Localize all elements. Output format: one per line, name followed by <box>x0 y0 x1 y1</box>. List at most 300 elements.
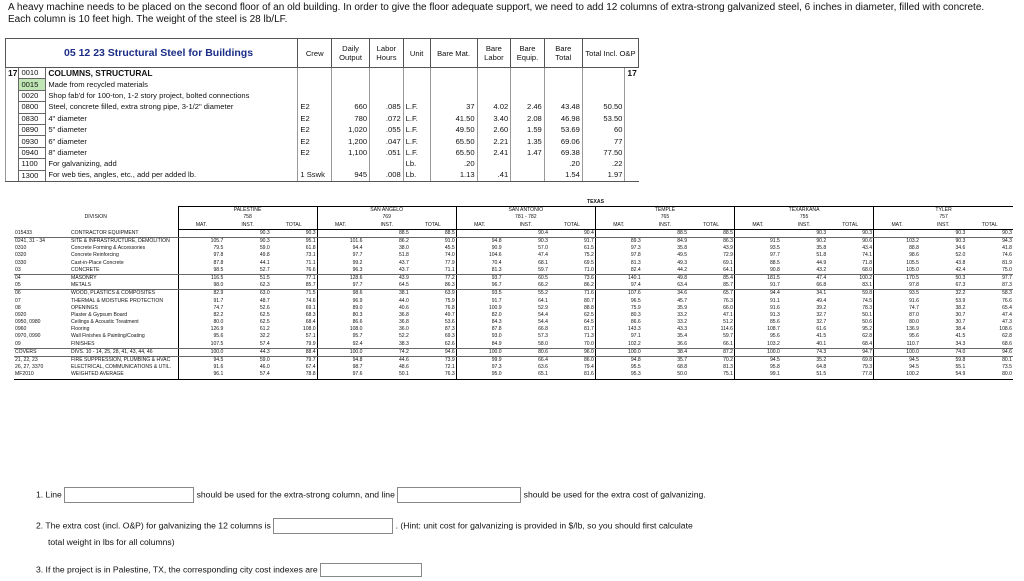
total-incl-op: 53.50 <box>582 113 625 124</box>
index-value: 93.0 <box>456 333 502 340</box>
division-number-left <box>6 102 19 113</box>
index-value: 88.5 <box>688 229 734 237</box>
index-value: 86.3 <box>410 282 456 290</box>
index-value: 95.5 <box>595 364 641 371</box>
question-1 <box>36 487 706 503</box>
index-value: 91.6 <box>178 364 224 371</box>
line-description: Steel, concrete filled, extra strong pipe, 3-1/2" diameter <box>46 102 298 113</box>
line-description: Shop fab'd for 100-ton, 1-2 story project, bolted connections <box>46 90 298 101</box>
index-value: 94.3 <box>1002 238 1012 245</box>
question-2 <box>36 518 693 534</box>
crew: E2 <box>298 113 332 124</box>
index-value: 60.5 <box>538 274 548 281</box>
index-value: 96.7 <box>456 282 502 290</box>
index-value: 47.4 <box>538 252 548 259</box>
index-value: 69.1 <box>305 304 316 311</box>
division-name: Ceilings & Acoustic Treatment <box>71 319 139 326</box>
division-name: Concrete Forming & Accessories <box>71 245 146 252</box>
index-value: 92.4 <box>317 341 363 349</box>
crew: 1 Sswk <box>298 170 332 181</box>
index-value: 65.4 <box>1002 304 1012 311</box>
city-index-row <box>14 229 1013 237</box>
division-name: METALS <box>70 282 178 290</box>
city-index-row <box>14 326 1013 333</box>
division-number-right <box>625 124 639 135</box>
crew <box>298 68 332 79</box>
city-index-row <box>14 319 1013 326</box>
index-value: 36.0 <box>398 326 409 333</box>
bare-equip: 1.35 <box>511 136 545 147</box>
index-value: 90.3 <box>538 238 548 245</box>
index-value: 96.3 <box>317 267 363 275</box>
city-zip: 765 <box>595 214 734 221</box>
cost-row-0930 <box>6 136 639 147</box>
index-value: 68.3 <box>305 311 316 318</box>
bare-labor: 2.41 <box>477 147 511 158</box>
index-value: 51.8 <box>816 252 827 259</box>
index-value: 85.7 <box>271 282 317 290</box>
index-value: 97.7 <box>317 282 363 290</box>
question-2-continued: total weight in lbs for all columns) <box>48 537 175 547</box>
line-description: Made from recycled materials <box>46 79 298 90</box>
index-value: 73.6 <box>583 274 594 281</box>
division-code: 04 <box>15 274 21 281</box>
bare-mat: 65.50 <box>430 136 477 147</box>
index-value: 50.1 <box>364 371 410 379</box>
index-value: 94.8 <box>595 356 641 364</box>
index-value: 102.2 <box>595 341 641 349</box>
index-value: 100.9 <box>456 305 502 312</box>
index-value: 43.7 <box>398 259 409 266</box>
index-value: 36.6 <box>642 341 688 349</box>
index-value: 90.3 <box>781 229 827 237</box>
index-value: 88.4 <box>271 348 317 356</box>
division-name: DIVS. 10 - 14, 25, 28, 41, 43, 44, 46 <box>70 348 178 356</box>
unit: L.F. <box>403 136 430 147</box>
city-name: TYLER <box>874 207 1013 215</box>
index-value: 71.3 <box>583 333 594 340</box>
index-value: 51.8 <box>398 252 409 259</box>
index-value: 62.3 <box>224 282 270 290</box>
index-value: 45.7 <box>677 297 688 304</box>
index-value: 77.2 <box>444 274 455 281</box>
index-value: 53.6 <box>444 319 455 326</box>
index-value: 35.9 <box>677 304 688 311</box>
index-value: 95.6 <box>735 333 781 340</box>
index-value: 98.5 <box>178 267 224 275</box>
unit: Lb. <box>403 159 430 170</box>
sub-header: TOTAL <box>549 222 595 230</box>
labor-hours <box>370 79 404 90</box>
division-number-right <box>625 170 639 181</box>
cost-table-title: 05 12 23 Structural Steel for Buildings <box>6 39 298 68</box>
index-value: 59.8 <box>955 357 966 364</box>
crew <box>298 159 332 170</box>
index-value: 93.7 <box>456 274 502 282</box>
q1-text-b: should be used for the extra-strong column, and line <box>196 489 395 500</box>
division-number-left <box>6 113 19 124</box>
index-value: 61.6 <box>816 326 827 333</box>
index-value: 97.6 <box>317 371 363 379</box>
index-value: 77.1 <box>305 274 316 281</box>
index-value: 94.5 <box>874 356 920 364</box>
index-value: 74.3 <box>781 348 827 356</box>
q1-line-steel-input[interactable] <box>64 487 194 503</box>
index-value: 34.6 <box>955 245 966 252</box>
division-code: 0950, 0980 <box>15 319 41 326</box>
division-code: 08 <box>15 304 21 311</box>
index-value: 108.6 <box>999 326 1012 333</box>
division-code: MF2010 <box>14 371 70 379</box>
division-name: FIRE SUPPRESSION, PLUMBING & HVAC <box>71 357 171 364</box>
index-value: 35.8 <box>677 245 688 252</box>
index-value: 49.8 <box>259 252 270 259</box>
q2-text-a: 2. The extra cost (incl. O&P) for galvanizing the 12 columns is <box>36 520 271 531</box>
division-header: DIVISION <box>84 214 107 221</box>
index-value: 105.0 <box>874 267 920 275</box>
labor-hours: .055 <box>370 124 404 135</box>
index-value: 71.6 <box>583 290 594 297</box>
index-value: 101.6 <box>317 237 363 245</box>
index-value: 44.3 <box>224 348 270 356</box>
index-value: 97.8 <box>874 282 920 290</box>
division-number-left <box>6 124 19 135</box>
line-description: 8" diameter <box>46 147 298 158</box>
index-value: 62.8 <box>1002 333 1012 340</box>
division-code: 0330 <box>15 259 27 266</box>
index-value: 41.5 <box>816 333 827 340</box>
daily-output <box>332 68 370 79</box>
index-value: 47.4 <box>1002 311 1012 318</box>
division-number-right <box>625 159 639 170</box>
index-value: 69.5 <box>583 259 594 266</box>
index-value: 41.8 <box>1002 245 1012 252</box>
division-name: WEIGHTED AVERAGE <box>70 371 178 379</box>
index-value <box>317 229 363 237</box>
city-zip: 757 <box>874 214 1013 221</box>
division-number-right: 17 <box>625 68 639 79</box>
total-incl-op: 50.50 <box>582 102 625 113</box>
index-value: 30.7 <box>955 319 966 326</box>
daily-output: 945 <box>332 170 370 181</box>
crew <box>298 79 332 90</box>
index-value: 75.2 <box>583 252 594 259</box>
q1-text-a: 1. Line <box>36 489 62 500</box>
index-value: 74.2 <box>364 348 410 356</box>
index-value: 105.7 <box>178 237 224 245</box>
division-number-left <box>6 147 19 158</box>
index-value: 44.1 <box>259 259 270 266</box>
index-value: 38.1 <box>398 290 409 297</box>
index-value: 107.5 <box>178 341 224 349</box>
index-value: 88.8 <box>583 304 594 311</box>
header-daily-output: Daily Output <box>332 39 370 68</box>
bare-mat: 49.50 <box>430 124 477 135</box>
index-value: 43.9 <box>723 245 733 252</box>
index-value: 108.7 <box>735 326 781 333</box>
index-value: 59.7 <box>723 333 733 340</box>
cost-row-0940 <box>6 147 639 158</box>
bare-equip <box>511 79 545 90</box>
index-value: 40.6 <box>398 304 409 311</box>
index-value: 55.2 <box>538 290 548 297</box>
index-value: 80.1 <box>1002 357 1012 364</box>
bare-total: 69.06 <box>544 136 582 147</box>
index-value: 43.3 <box>677 326 688 333</box>
city-index-row <box>14 371 1013 379</box>
index-value: 96.5 <box>595 297 641 304</box>
division-name: Concrete Reinforcing <box>71 252 119 259</box>
bare-equip: 2.08 <box>511 113 545 124</box>
sub-header: TOTAL <box>410 222 456 230</box>
index-value: 63.6 <box>538 364 548 371</box>
index-value: 33.2 <box>677 319 688 326</box>
division-code: 07 <box>15 297 21 304</box>
city-index-row <box>14 290 1013 298</box>
index-value: 70.4 <box>456 260 502 267</box>
index-value: 86.2 <box>549 282 595 290</box>
index-value: 94.7 <box>827 348 873 356</box>
question-3 <box>36 563 422 577</box>
index-value: 97.3 <box>595 245 641 252</box>
bare-total: 53.69 <box>544 124 582 135</box>
index-value: 100.0 <box>178 348 224 356</box>
index-value: 90.3 <box>920 229 966 237</box>
index-value: 71.1 <box>410 267 456 275</box>
index-value: 105.5 <box>874 260 920 267</box>
index-value: 71.0 <box>549 267 595 275</box>
index-value: 63.9 <box>444 290 455 297</box>
city-name: TEXARKANA <box>735 207 874 215</box>
index-value: 94.4 <box>317 245 363 252</box>
index-value: 59.7 <box>503 267 549 275</box>
index-value: 86.3 <box>723 238 733 245</box>
index-value: 81.6 <box>549 371 595 379</box>
index-value: 67.3 <box>920 282 966 290</box>
index-value: 80.6 <box>503 348 549 356</box>
total-incl-op <box>582 79 625 90</box>
bare-equip: 2.46 <box>511 102 545 113</box>
unit: L.F. <box>403 147 430 158</box>
index-value: 170.5 <box>874 274 920 282</box>
cost-row-0830 <box>6 113 639 124</box>
index-value: 76.3 <box>410 371 456 379</box>
index-value: 35.4 <box>677 333 688 340</box>
division-code: 06 <box>15 290 21 297</box>
index-value: 90.9 <box>456 245 502 252</box>
index-value: 73.9 <box>444 357 455 364</box>
index-value: 52.7 <box>224 267 270 275</box>
index-value: 95.3 <box>595 371 641 379</box>
index-value: 94.4 <box>735 290 781 298</box>
sub-header: INST. <box>642 222 688 230</box>
index-value: 79.5 <box>178 245 224 252</box>
index-value: 35.2 <box>816 357 827 364</box>
daily-output <box>332 159 370 170</box>
index-value: 74.1 <box>862 252 873 259</box>
index-value: 62.8 <box>862 333 873 340</box>
crew: E2 <box>298 102 332 113</box>
index-value: 51.2 <box>723 319 733 326</box>
header-bare-labor: Bare Labor <box>477 39 511 68</box>
index-value: 65.7 <box>723 290 733 297</box>
index-value: 38.3 <box>364 341 410 349</box>
index-value: 94.5 <box>874 364 920 371</box>
bare-labor: 2.60 <box>477 124 511 135</box>
index-value: 110.7 <box>874 341 920 349</box>
index-value: 74.6 <box>305 297 316 304</box>
division-name: FINISHES <box>70 341 178 349</box>
index-value: 87.2 <box>688 348 734 356</box>
index-value: 68.8 <box>677 364 688 371</box>
index-value: 98.6 <box>874 252 920 259</box>
bare-equip: 1.47 <box>511 147 545 158</box>
line-number: 0930 <box>19 136 46 147</box>
index-value: 95.7 <box>317 333 363 340</box>
division-code: 03 <box>14 267 70 275</box>
division-name: Cast-in-Place Concrete <box>71 259 124 266</box>
index-value: 82.9 <box>178 290 224 298</box>
index-value: 65.1 <box>503 371 549 379</box>
sub-header: MAT. <box>178 222 224 230</box>
index-value: 74.7 <box>178 305 224 312</box>
index-value: 55.1 <box>955 364 966 371</box>
index-value: 52.0 <box>955 252 966 259</box>
total-incl-op <box>582 90 625 101</box>
bare-labor <box>477 90 511 101</box>
daily-output <box>332 79 370 90</box>
unit: L.F. <box>403 124 430 135</box>
index-value: 69.1 <box>723 259 733 266</box>
index-value: 69.3 <box>444 333 455 340</box>
index-value: 74.0 <box>444 252 455 259</box>
index-value: 91.3 <box>735 312 781 319</box>
unit <box>403 79 430 90</box>
index-value: 100.0 <box>456 348 502 356</box>
labor-hours: .051 <box>370 147 404 158</box>
line-number: 0890 <box>19 124 46 135</box>
division-code: 21, 22, 23 <box>15 357 38 364</box>
index-value: 63.0 <box>259 290 270 297</box>
header-crew: Crew <box>298 39 332 68</box>
bare-mat: 41.50 <box>430 113 477 124</box>
index-value: 38.2 <box>955 304 966 311</box>
city-name: TEMPLE <box>595 207 734 215</box>
index-value: 80.3 <box>595 312 641 319</box>
cost-row-0020 <box>6 90 639 101</box>
index-value: 63.4 <box>642 282 688 290</box>
index-value: 48.7 <box>259 297 270 304</box>
division-name: MASONRY <box>71 274 97 281</box>
bare-labor: .41 <box>477 170 511 181</box>
index-value: 86.0 <box>583 357 594 364</box>
index-value: 100.0 <box>874 348 920 356</box>
index-value: 100.0 <box>317 348 363 356</box>
bare-mat: 1.13 <box>430 170 477 181</box>
bare-equip <box>511 90 545 101</box>
index-value: 74.7 <box>874 305 920 312</box>
bare-labor: 2.21 <box>477 136 511 147</box>
index-value: 73.5 <box>1002 364 1012 371</box>
unit <box>403 68 430 79</box>
index-value: 73.1 <box>305 252 316 259</box>
index-value <box>456 229 502 237</box>
index-value: 77.9 <box>444 259 455 266</box>
index-value: 57.0 <box>538 245 548 252</box>
index-value: 66.2 <box>503 282 549 290</box>
index-value: 90.2 <box>816 238 827 245</box>
q1-line-galvanizing-input[interactable] <box>397 487 521 503</box>
index-value: 77.8 <box>827 371 873 379</box>
index-value: 94.6 <box>410 348 456 356</box>
bare-mat <box>430 90 477 101</box>
index-value: 35.7 <box>677 357 688 364</box>
crew <box>298 90 332 101</box>
index-value: 54.9 <box>920 371 966 379</box>
cost-row-0015 <box>6 79 639 90</box>
index-value: 72.9 <box>723 252 733 259</box>
index-value: 79.3 <box>862 364 873 371</box>
index-value: 62.6 <box>410 341 456 349</box>
index-value: 99.2 <box>317 260 363 267</box>
bare-mat <box>430 68 477 79</box>
index-value: 49.7 <box>444 311 455 318</box>
index-value: 90.4 <box>549 229 595 237</box>
index-value: 96.0 <box>549 348 595 356</box>
index-value: 88.5 <box>410 229 456 237</box>
line-number: 0940 <box>19 147 46 158</box>
division-code: COVERS <box>14 348 70 356</box>
index-value: 59.0 <box>259 357 270 364</box>
index-value: 32.7 <box>816 319 827 326</box>
q2-galvanizing-cost-input[interactable] <box>273 518 393 534</box>
index-value: 82.4 <box>595 267 641 275</box>
division-name: WOOD, PLASTICS & COMPOSITES <box>71 290 156 297</box>
division-number-left <box>6 159 19 170</box>
bare-labor: 3.40 <box>477 113 511 124</box>
bare-equip <box>511 170 545 181</box>
index-value: 94.8 <box>456 237 502 245</box>
crew: E2 <box>298 136 332 147</box>
index-value: 81.7 <box>583 326 594 333</box>
index-value: 91.0 <box>444 238 455 245</box>
q3-city-index-input[interactable] <box>320 563 422 577</box>
index-value: 64.1 <box>688 267 734 275</box>
index-value: 91.7 <box>178 297 224 304</box>
index-value: 93.5 <box>735 245 781 252</box>
line-description: For galvanizing, add <box>46 159 298 170</box>
index-value: 47.4 <box>816 274 827 281</box>
index-value: 90.3 <box>955 238 966 245</box>
index-value: 90.8 <box>735 267 781 275</box>
index-value <box>595 229 641 237</box>
index-value: 88.8 <box>874 245 920 252</box>
index-value: 90.3 <box>966 229 1013 237</box>
city-index-row <box>14 267 1013 275</box>
bare-equip <box>511 68 545 79</box>
index-value: 80.0 <box>874 319 920 326</box>
index-value: 95.0 <box>456 371 502 379</box>
index-value: 69.8 <box>862 357 873 364</box>
index-value: 47.1 <box>723 311 733 318</box>
cost-row-0010 <box>6 68 639 79</box>
index-value: 43.4 <box>862 245 873 252</box>
division-code: 0241, 31 - 34 <box>15 238 46 245</box>
index-value: 88.5 <box>642 229 688 237</box>
line-description: For web ties, angles, etc., add per added lb. <box>46 170 298 181</box>
index-value: 43.8 <box>955 259 966 266</box>
index-value: 45.5 <box>444 245 455 252</box>
